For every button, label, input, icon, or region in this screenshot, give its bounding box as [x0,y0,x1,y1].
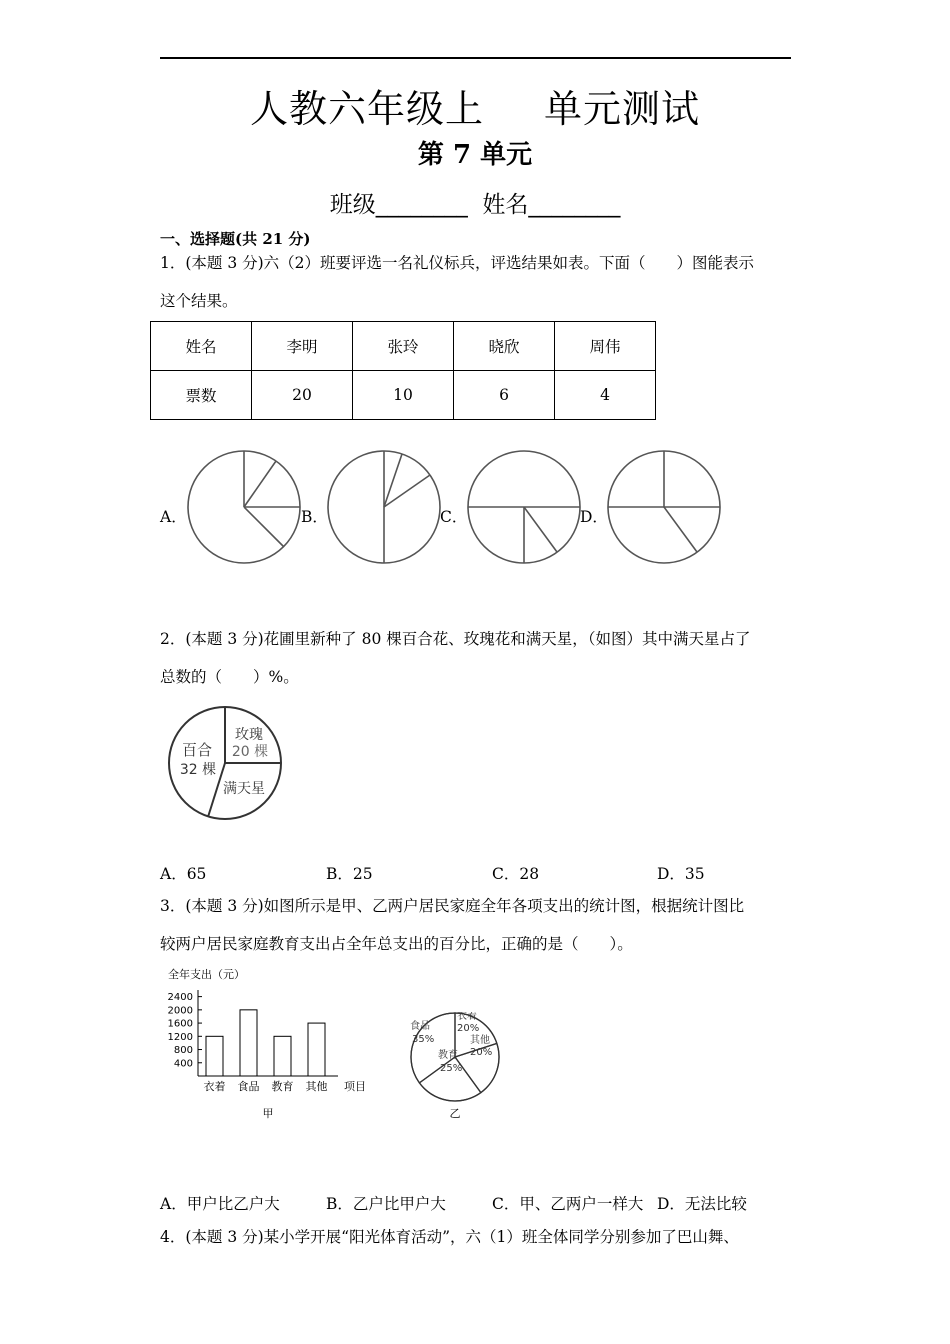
table-cell: 6 [454,371,555,420]
class-name-line [0,186,950,219]
table-cell: 姓名 [151,322,252,371]
y-tick-label: 1600 [167,1018,193,1030]
q1-option-b[interactable]: B． [301,508,328,526]
q1-line2: 这个结果。 [160,292,238,310]
q2-option-d[interactable]: D．35 [657,865,705,883]
q2-option-a[interactable]: A．65 [160,865,207,883]
star-label: 满天星 [223,781,265,797]
q1-text [160,244,795,320]
x-tick-label: 衣着 [203,1080,226,1093]
bar-chart-title: 全年支出（元） [168,968,245,981]
pie-label-clothing: 衣着 [457,1012,477,1022]
pie-option-a [188,451,300,563]
class-field: 班级________ [329,192,468,218]
title-left: 人教六年级上 [249,87,484,131]
pie-chart-yi [400,1012,510,1124]
header-rule [160,57,791,59]
unit-title: 第 7 单元 [417,140,533,170]
pie-pct-clothing: 20% [457,1023,480,1034]
q2-option-c[interactable]: C．28 [492,865,540,883]
y-tick-label: 1200 [167,1031,193,1043]
pie-option-c [468,451,580,563]
x-tick-label: 其他 [305,1080,328,1093]
x-tick-label: 食品 [237,1080,260,1093]
pie-option-d [608,451,720,563]
q1-pie-options [180,446,740,568]
lily-count: 32 棵 [179,762,217,778]
q2-line2: 总数的（ ）%。 [160,668,299,686]
y-tick-label: 800 [173,1045,193,1057]
page-title [0,78,950,133]
rose-count: 20 棵 [231,744,269,760]
q3-option-b[interactable]: B．乙户比甲户大 [326,1195,446,1213]
pie-label-education: 教育 [438,1050,458,1061]
q4-text [160,1218,795,1256]
q3-option-c[interactable]: C．甲、乙两户一样大 [492,1195,644,1213]
table-cell: 10 [353,371,454,420]
pie-chart-caption: 乙 [449,1107,461,1120]
table-cell: 4 [555,371,656,420]
q3-option-a[interactable]: A．甲户比乙户大 [160,1195,280,1213]
x-axis-label: 项目 [344,1080,366,1093]
q3-option-d[interactable]: D．无法比较 [657,1195,747,1213]
pie-pct-food: 35% [412,1034,435,1045]
bar-chart-jia [160,962,380,1127]
pie-option-b [328,451,440,563]
bar [308,1023,325,1076]
q1-option-c[interactable]: C． [440,508,468,526]
bar [206,1036,223,1076]
table-row [151,371,656,420]
table-row [151,322,656,371]
q3-line2: 较两户居民家庭教育支出占全年总支出的百分比，正确的是（ ）。 [160,935,633,953]
table-cell: 晓欣 [454,322,555,371]
q4-line1: 4．(本题 3 分)某小学开展“阳光体育活动”，六（1）班全体同学分别参加了巴山舞、 [160,1228,739,1246]
votes-table [150,321,656,420]
pie-label-other: 其他 [470,1035,490,1046]
pie-label-food: 食品 [410,1021,430,1032]
q2-line1: 2．(本题 3 分)花圃里新种了 80 棵百合花、玫瑰花和满天星，（如图）其中满天星占了 [160,630,751,648]
section-title: 一、选择题(共 21 分) [160,230,311,248]
q3-text [160,887,795,963]
table-cell: 李明 [252,322,353,371]
bar-chart-caption: 甲 [262,1107,274,1120]
rose-label: 玫瑰 [235,727,263,743]
table-cell: 20 [252,371,353,420]
name-field: 姓名________ [482,192,621,218]
q2-text [160,620,795,696]
pie-pct-education: 25% [440,1063,463,1074]
y-tick-label: 2400 [167,992,193,1004]
q2-option-b[interactable]: B．25 [326,865,373,883]
lily-label: 百合 [181,741,213,759]
x-tick-label: 教育 [271,1080,294,1093]
y-tick-label: 400 [173,1058,193,1070]
pie-pct-other: 20% [470,1047,493,1058]
table-cell: 周伟 [555,322,656,371]
q1-option-a[interactable]: A． [160,508,187,526]
table-cell: 张玲 [353,322,454,371]
q3-line1: 3．(本题 3 分)如图所示是甲、乙两户居民家庭全年各项支出的统计图，根据统计图比 [160,897,745,915]
title-right: 单元测试 [544,87,701,131]
bar [240,1010,257,1076]
table-cell: 票数 [151,371,252,420]
q1-option-d[interactable]: D． [580,508,608,526]
flower-pie-chart [164,702,286,824]
bar [274,1036,291,1076]
y-tick-label: 2000 [167,1005,193,1017]
q1-line1: 1．(本题 3 分)六（2）班要评选一名礼仪标兵，评选结果如表。下面（ ）图能表示 [160,254,755,272]
